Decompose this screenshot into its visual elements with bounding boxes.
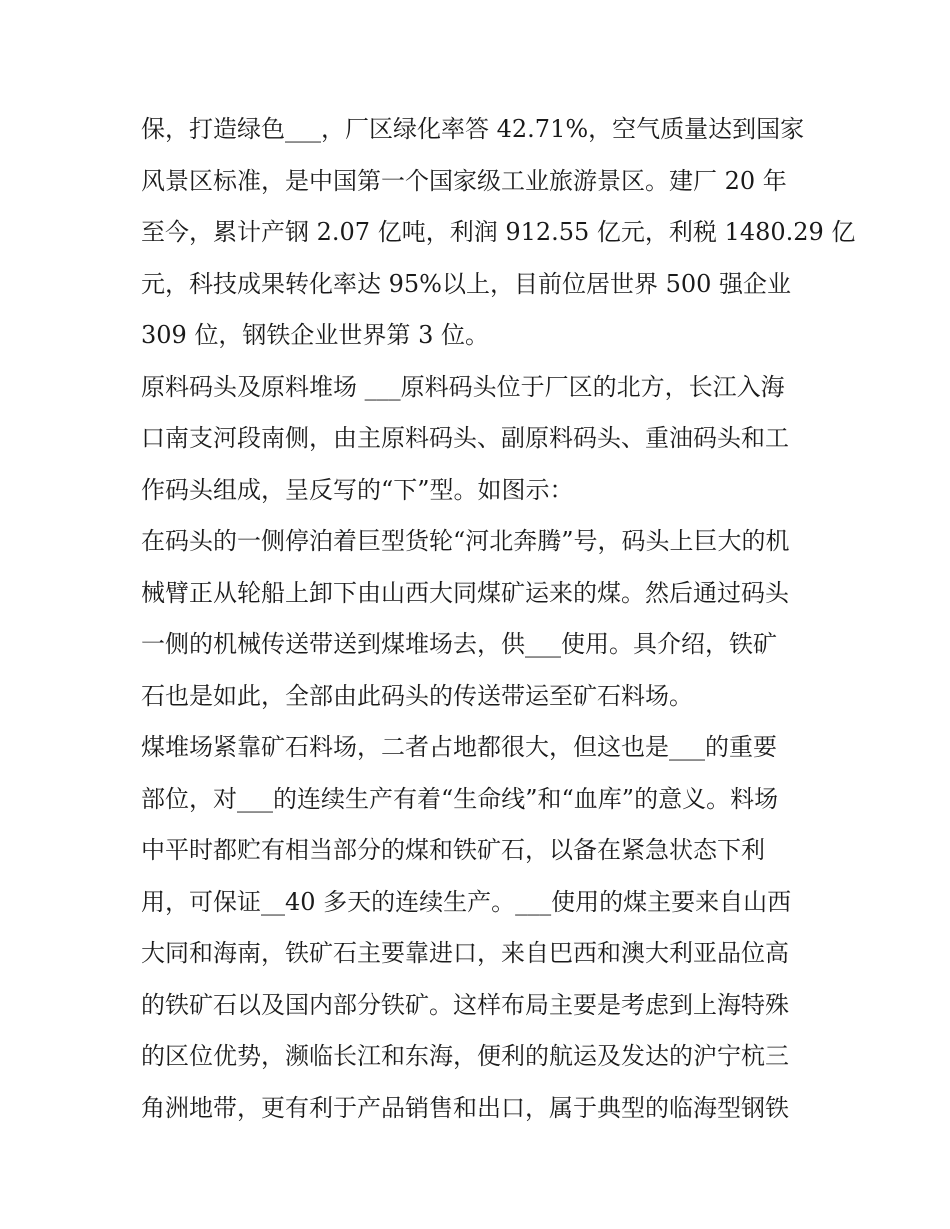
text-line: 角洲地带，更有利于产品销售和出口，属于典型的临海型钢铁 [141, 1093, 789, 1122]
text-line: 口南支河段南侧，由主原料码头、副原料码头、重油码头和工 [141, 424, 789, 452]
text-line: 煤堆场紧靠矿石料场，二者占地都很大，但这也是___的重要 [141, 733, 777, 761]
text-line: 作码头组成，呈反写的“下”型。如图示： [141, 475, 574, 504]
document-body [141, 104, 856, 1134]
text-line: 中平时都贮有相当部分的煤和铁矿石，以备在紧急状态下利 [141, 836, 765, 864]
text-line: 的区位优势，濒临长江和东海，便利的航运及发达的沪宁杭三 [141, 1042, 789, 1070]
paragraph-baosteel-overview [141, 104, 856, 362]
text-line: 的铁矿石以及国内部分铁矿。这样布局主要是考虑到上海特殊 [141, 990, 789, 1019]
paragraph-coal-yard [141, 722, 813, 1134]
paragraph-cargo-ship [141, 516, 813, 722]
text-line: 用，可保证__40 多天的连续生产。___使用的煤主要来自山西 [141, 887, 792, 916]
text-line: 械臂正从轮船上卸下由山西大同煤矿运来的煤。然后通过码头 [141, 578, 789, 607]
text-line: 原料码头及原料堆场 ___原料码头位于厂区的北方，长江入海 [141, 372, 785, 401]
text-line: 一侧的机械传送带送到煤堆场去，供___使用。具介绍，铁矿 [141, 630, 777, 658]
text-line: 大同和海南，铁矿石主要靠进口，来自巴西和澳大利亚品位高 [141, 939, 789, 967]
text-line: 至今，累计产钢 2.07 亿吨，利润 912.55 亿元，利税 1480.29 亿 [141, 218, 856, 246]
paragraph-raw-material-wharf [141, 362, 813, 517]
text-line: 石也是如此，全部由此码头的传送带运至矿石料场。 [141, 681, 693, 710]
text-line: 309 位，钢铁企业世界第 3 位。 [141, 321, 489, 349]
text-line: 在码头的一侧停泊着巨型货轮“河北奔腾”号，码头上巨大的机 [141, 527, 790, 555]
text-line: 部位，对___的连续生产有着“生命线”和“血库”的意义。料场 [141, 784, 779, 813]
text-line: 元，科技成果转化率达 95%以上，目前位居世界 500 强企业 [141, 269, 792, 298]
text-line: 风景区标准，是中国第一个国家级工业旅游景区。建厂 20 年 [141, 166, 787, 195]
text-line: 保，打造绿色___，厂区绿化率答 42.71%，空气质量达到国家 [141, 115, 805, 143]
